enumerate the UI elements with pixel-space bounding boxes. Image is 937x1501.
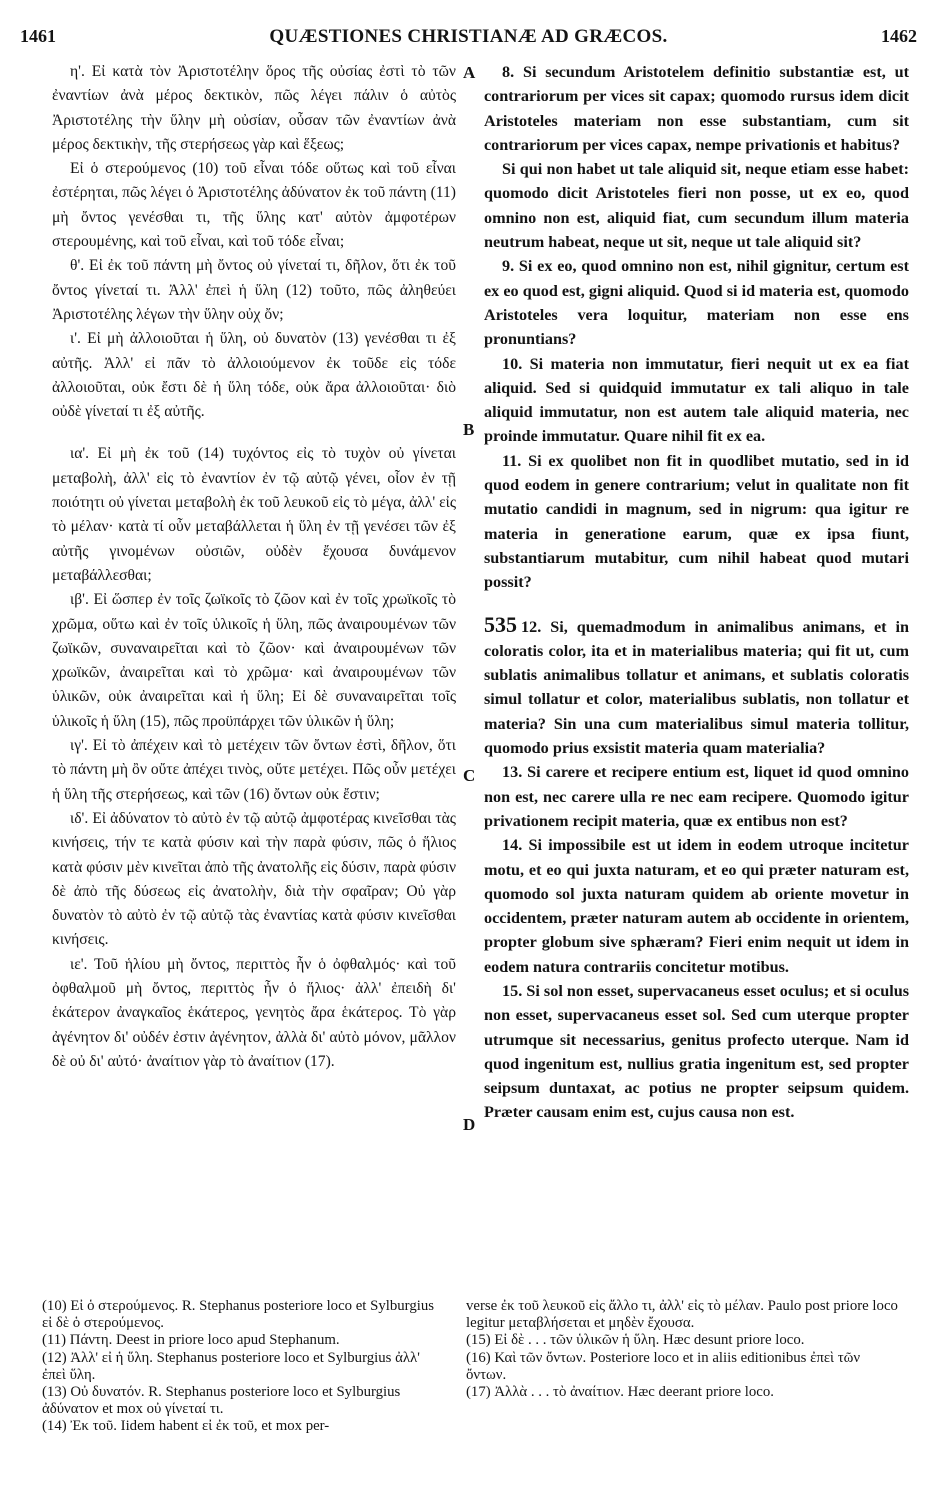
latin-question-15: 15. Si sol non esset, supervacaneus esset oculus; et si oculus non esset, supervacaneus esset sol. Sed cum uterque propter utrumque sit necessarius, genitus profecto uterque. Nam id quod ingenitum est, nullius gratia ingenitum est, sed propter seipsum duntaxat, ac potius ne propter seipsum quidem. Præter causam enim est, cujus causa non est. xyxy=(484,981,909,1122)
greek-column xyxy=(52,60,456,1074)
footnote-11: (11) Πάντη. Deest in priore loco apud Stephanum. xyxy=(42,1332,340,1349)
margin-letter-d: D xyxy=(463,1115,476,1134)
latin-question-11: 11. Si ex quolibet non fit in quodlibet mutatio, sed in id quod eodem in genere contrarium; velut in qualitate non fit mutatio candidi in magnum, sed in nigrum: qua igitur re materia in generatione earum, quæ ex ipsa fiunt, substantiarum mutabitur, cum nihil habeat quod mutari possit? xyxy=(484,451,909,592)
footnote-16: (16) Καὶ τῶν ὄντων. Posteriore loco et in aliis editionibus ἐπεὶ τῶν ὄντων. xyxy=(466,1349,861,1383)
greek-question-9: θ'. Εἰ ἐκ τοῦ πάντη μὴ ὄντος οὐ γίνεταί τι, δῆλον, ὅτι ἐκ τοῦ ὄντος γίνεταί τι. Ἀλλ' ἐπεὶ ἡ ὕλη (12) τοῦτο, πῶς ἀληθεύει Ἀριστοτέλης λέγων τὴν ὕλην οὐχ ὄν; xyxy=(52,257,456,323)
greek-question-11: ια'. Εἰ μὴ ἐκ τοῦ (14) τυχόντος εἰς τὸ τυχὸν οὐ γίνεται μεταβολὴ, ἀλλ' εἰς τὸ ἐναντίον ἐν τῷ αὐτῷ γένει, οἷον ἐν τῇ ποιότητι οὐ γίνεται μεταβολὴ ἐκ τοῦ λευκοῦ εἰς τὸ μέγα, ἀλλ' εἰς τὸ μέλαν· κατὰ τί οὖν μεταβάλλεται ἡ ὕλη ἐν τῇ γενέσει τῶν ἐξ αὐτῆς γινομένων οὐσιῶν, οὐδὲν ἔχουσα δυνάμενον μεταβάλλεσθαι; xyxy=(52,445,456,584)
greek-question-10: ι'. Εἰ μὴ ἀλλοιοῦται ἡ ὕλη, οὐ δυνατὸν (13) γενέσθαι τι ἐξ αὐτῆς. Ἀλλ' εἰ πᾶν τὸ ἀλλοιούμενον ἐκ τοῦδε εἰς τόδε ἀλλοιοῦται, οὐκ ἔστι δὲ ἡ ὕλη τόδε, οὐκ ἄρα ἀλλοιοῦται· διὸ οὐδὲ γίνεταί τι ἐξ αὐτῆς. xyxy=(52,330,456,421)
footnote-13: (13) Οὐ δυνατόν. R. Stephanus posteriore loco et Sylburgius ἀδύνατον et mox οὐ γίνεταί τι. xyxy=(42,1384,401,1418)
footnote-14: (14) Ἐκ τοῦ. Iidem habent εἰ ἐκ τοῦ, et mox per- xyxy=(42,1418,330,1435)
footnote-17: (17) Ἀλλὰ . . . τὸ ἀναίτιον. Hæc deerant priore loco. xyxy=(466,1384,774,1401)
footnote-12: (12) Ἀλλ' εἰ ἡ ὕλη. Stephanus posteriore loco et Sylburgius ἀλλ' ἐπεὶ ὕλη. xyxy=(42,1349,420,1383)
greek-question-8: η'. Εἰ κατὰ τὸν Ἀριστοτέλην ὅρος τῆς οὐσίας ἐστὶ τὸ τῶν ἐναντίων ἀνὰ μέρος δεκτικὸν, πῶς λέγει πάλιν ὁ αὐτὸς Ἀριστοτέλης τὴν ὕλην μὴ οὐσίαν, οὖσαν τῶν ἐναντίων ἀνὰ μέρος δεκτικὴν, τῆς στερήσεως γὰρ καὶ ἕξεως; xyxy=(52,63,456,153)
running-title: QUÆSTIONES CHRISTIANÆ AD GRÆCOS. xyxy=(269,26,668,47)
margin-letter-c: C xyxy=(463,766,476,785)
greek-question-8b: Εἰ ὁ στερούμενος (10) τοῦ εἶναι τόδε οὕτως καὶ τοῦ εἶναι ἐστέρηται, πῶς λέγει ὁ Ἀριστοτέλης ἀδύνατον ἐκ τοῦ πάντη (11) μὴ ὄντος γενέσθαι τι, τῆς ὕλης κατ' αὐτὸν ἀμφοτέρων στερουμένης, καὶ τοῦ εἶναι, καὶ τοῦ τόδε εἶναι; xyxy=(52,160,456,251)
greek-question-12: ιβ'. Εἰ ὥσπερ ἐν τοῖς ζωϊκοῖς τὸ ζῶον καὶ ἐν τοῖς χρωϊκοῖς τὸ χρῶμα, οὕτω καὶ ἐν τοῖς ὑλικοῖς ἡ ὕλη, πῶς ἀναιρουμένων τῶν ζωϊκῶν, συναναιρεῖται καὶ τὸ ζῶον· καὶ ἀναιρουμένων τῶν χρωϊκῶν, ἀναιρεῖται καὶ τὸ χρῶμα· καὶ ἀναιρουμένων τῶν ὑλικῶν, οὐκ ἀναιρεῖται καὶ ἡ ὕλη; Εἰ δὲ συναναιρεῖται τοῖς ὑλικοῖς ἡ ὕλη (15), πῶς προϋπάρχει τῶν ὑλικῶν ἡ ὕλη; xyxy=(52,591,456,730)
latin-question-12-block xyxy=(484,613,909,761)
footnotes-left xyxy=(42,1298,447,1436)
footnote-15: (15) Εἰ δὲ . . . τῶν ὑλικῶν ἡ ὕλη. Hæc desunt priore loco. xyxy=(466,1332,805,1349)
column-number: 535 xyxy=(484,611,517,637)
greek-question-13: ιγ'. Εἰ τὸ ἀπέχειν καὶ τὸ μετέχειν τῶν ὄντων ἐστὶ, δῆλον, ὅτι τὸ πάντη μὴ ὂν οὔτε ἀπέχει τινὸς, οὔτε μετέχει. Πῶς οὖν μετέχει ἡ ὕλη τῆς στερήσεως, καὶ τῶν (16) ὄντων οὐκ ἔστιν; xyxy=(52,737,456,803)
latin-question-14: 14. Si impossibile est ut idem in eodem utroque incitetur motu, et eo qui juxta naturam, et eo qui præter naturam est, quomodo sol juxta naturam quidem ab oriente movetur in occidentem, præter naturam autem ab occidente in orientem, propter globum sive sphæram? Fieri enim nequit ut idem in eodem natura contrariis concitetur motibus. xyxy=(484,836,909,976)
page-number-left: 1461 xyxy=(20,26,56,46)
footnotes-right xyxy=(466,1298,898,1401)
greek-question-14: ιδ'. Εἰ ἀδύνατον τὸ αὐτὸ ἐν τῷ αὐτῷ ἀμφοτέρας κινεῖσθαι τὰς κινήσεις, τήν τε κατὰ φύσιν καὶ τὴν παρὰ φύσιν, πῶς ὁ ἥλιος κατὰ φύσιν μὲν κινεῖται ἀπὸ τῆς ἀνατολῆς εἰς δύσιν, παρὰ φύσιν δὲ ἀπὸ τῆς δύσεως εἰς ἀνατολὴν, διὰ τὴν σφαῖραν; Οὐ γὰρ δυνατὸν τὸ αὐτὸ ἐν τῷ αὐτῷ τὰς ἐναντίας κατὰ φύσιν κινεῖσθαι κινήσεις. xyxy=(52,809,456,949)
page-number-right: 1462 xyxy=(881,26,917,46)
latin-question-9: 9. Si ex eo, quod omnino non est, nihil gignitur, certum est ex eo quod est, gigni aliquid. Quod si id materia est, quomodo Aristoteles vera loquitur, materiam non esse ens pronuntians? xyxy=(484,257,909,349)
greek-question-15: ιε'. Τοῦ ἡλίου μὴ ὄντος, περιττὸς ἦν ὁ ὀφθαλμός· καὶ τοῦ ὀφθαλμοῦ μὴ ὄντος, περιττὸς ἦν ὁ ἥλιος· ἀλλ' ἐπειδὴ δι' ἑκάτερον ἀναγκαῖος ἑκάτερος, γενητὸς ἄρα ἑκάτερος. Τὸ γὰρ ἀγένητον δι' οὐδέν ἐστιν ἀγένητον, ἀλλὰ δι' αὐτὸ μόνον, μᾶλλον δὲ οὐ δι' αὐτό· ἀναίτιον γὰρ τὸ ἀναίτιον (17). xyxy=(52,955,456,1070)
latin-question-12: 12. Si, quemadmodum in animalibus animans, et in coloratis color, ita et in materialibus materia; qui fit ut, cum sublatis animalibus tollatur et animans, et sublatis coloratis simul tollatur et color, materialibus sublatis, non tollatur et materia? Sin una cum materialibus simul materia tollitur, quomodo prius exsistit materia quam materialia? xyxy=(484,617,909,758)
margin-letter-a: A xyxy=(463,63,476,82)
latin-column xyxy=(484,60,909,1125)
footnote-10: (10) Εἰ ὁ στερούμενος. R. Stephanus posteriore loco et Sylburgius εἰ δὲ ὁ στερούμενος. xyxy=(42,1298,434,1332)
page-header xyxy=(20,26,917,52)
latin-question-8b: Si qui non habet ut tale aliquid sit, neque etiam esse habet: quomodo dicit Aristoteles fieri non posse, ut ex eo, quod omnino non est, aliquid fiat, cum secundum illum materia neutrum habeat, neque ut sit, neque ut tale aliquid sit? xyxy=(484,160,909,252)
latin-question-8: 8. Si secundum Aristotelem definitio substantiæ est, ut contrariorum per vices sit capax; quomodo rursus idem dicit Aristoteles materiam non esse substantiam, cum sit contrariorum per vices capax, nempe privationis et habitus? xyxy=(484,63,909,154)
footnote-14-cont: verse ἐκ τοῦ λευκοῦ εἰς ἄλλο τι, ἀλλ' εἰς τὸ μέλαν. Paulo post priore loco legitur μεταβλήσεται et μηδὲν ἔχουσα. xyxy=(466,1298,898,1332)
margin-letter-b: B xyxy=(463,420,475,439)
latin-question-10: 10. Si materia non immutatur, fieri nequit ut ex ea fiat aliquid. Sed si quidquid immutatur ex tali aliquo in tale aliquid immutatur, non est autem tale aliquid materia, nec proinde immutatur. Quare nihil fit ex ea. xyxy=(484,354,909,446)
latin-question-13: 13. Si carere et recipere entium est, liquet id quod omnino non est, nec carere ulla re nec eam recipere. Quomodo igitur privationem recipit materia, quæ ex entibus non est? xyxy=(484,763,909,830)
